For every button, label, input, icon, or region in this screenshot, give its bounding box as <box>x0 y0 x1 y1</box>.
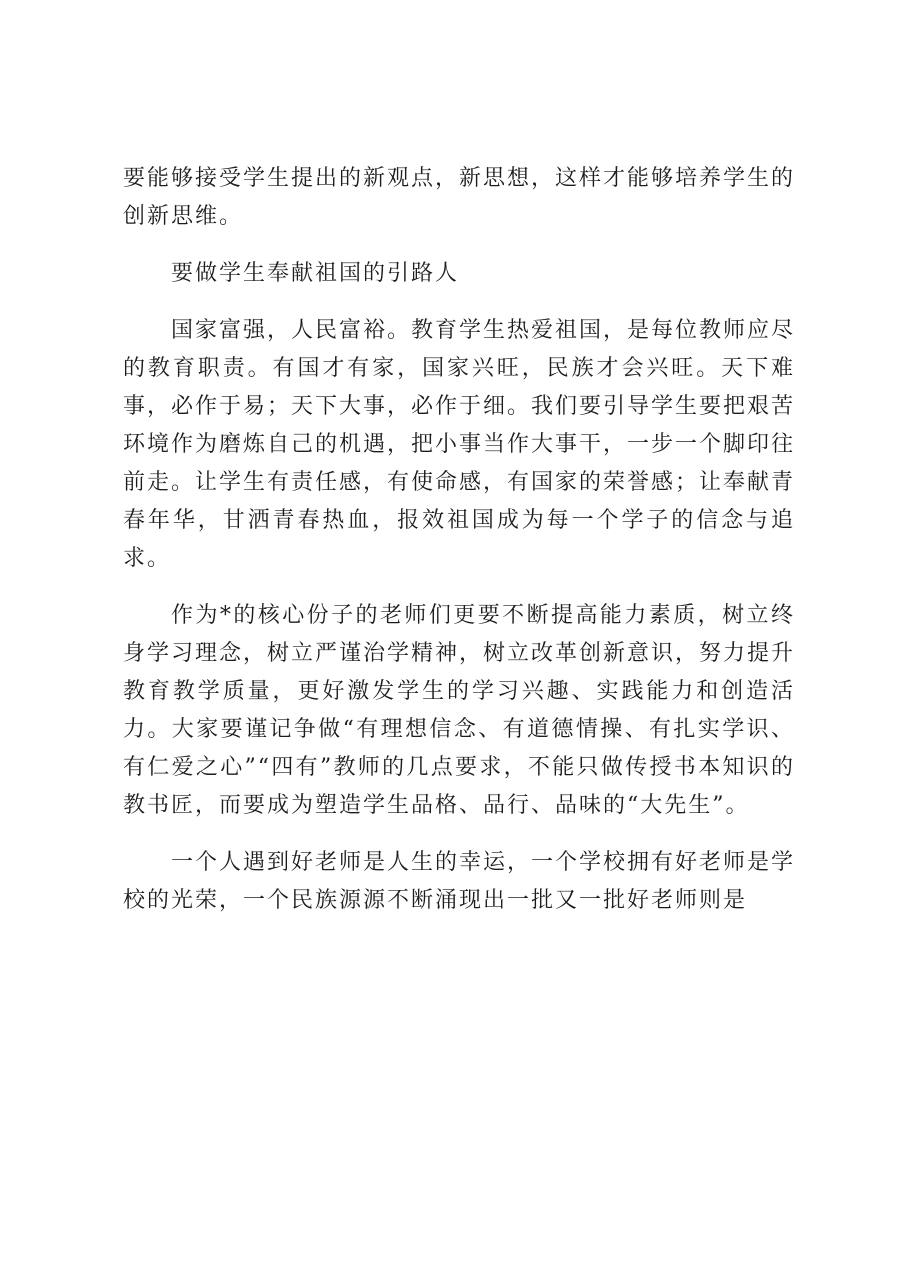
document-body <box>123 160 795 939</box>
section-heading: 要做学生奉献祖国的引路人 <box>171 261 460 286</box>
paragraph-continuation: 要能够接受学生提出的新观点，新思想，这样才能够培养学生的创新思维。 <box>123 166 796 229</box>
paragraph: 作为*的核心份子的老师们更要不断提高能力素质，树立终身学习理念，树立严谨治学精神，树立改革创新意识，努力提升教育教学质量，更好激发学生的学习兴趣、实践能力和创造活力。大家要谨记争做“有理想信念、有道德情操、有扎实学识、有仁爱之心”“四有”教师的几点要求，不能只做传授书本知识的教书匠，而要成为塑造学生品格、品行、品味的“大先生”。 <box>123 603 796 818</box>
paragraph: 一个人遇到好老师是人生的幸运，一个学校拥有好老师是学校的光荣，一个民族源源不断涌现出一批又一批好老师则是 <box>123 850 796 913</box>
paragraph: 国家富强，人民富裕。教育学生热爱祖国，是每位教师应尽的教育职责。有国才有家，国家兴旺，民族才会兴旺。天下难事，必作于易；天下大事，必作于细。我们要引导学生要把艰苦环境作为磨炼自己的机遇，把小事当作大事干，一步一个脚印往前走。让学生有责任感，有使命感，有国家的荣誉感；让奉献青春年华，甘洒青春热血，报效祖国成为每一个学子的信念与追求。 <box>123 318 796 571</box>
